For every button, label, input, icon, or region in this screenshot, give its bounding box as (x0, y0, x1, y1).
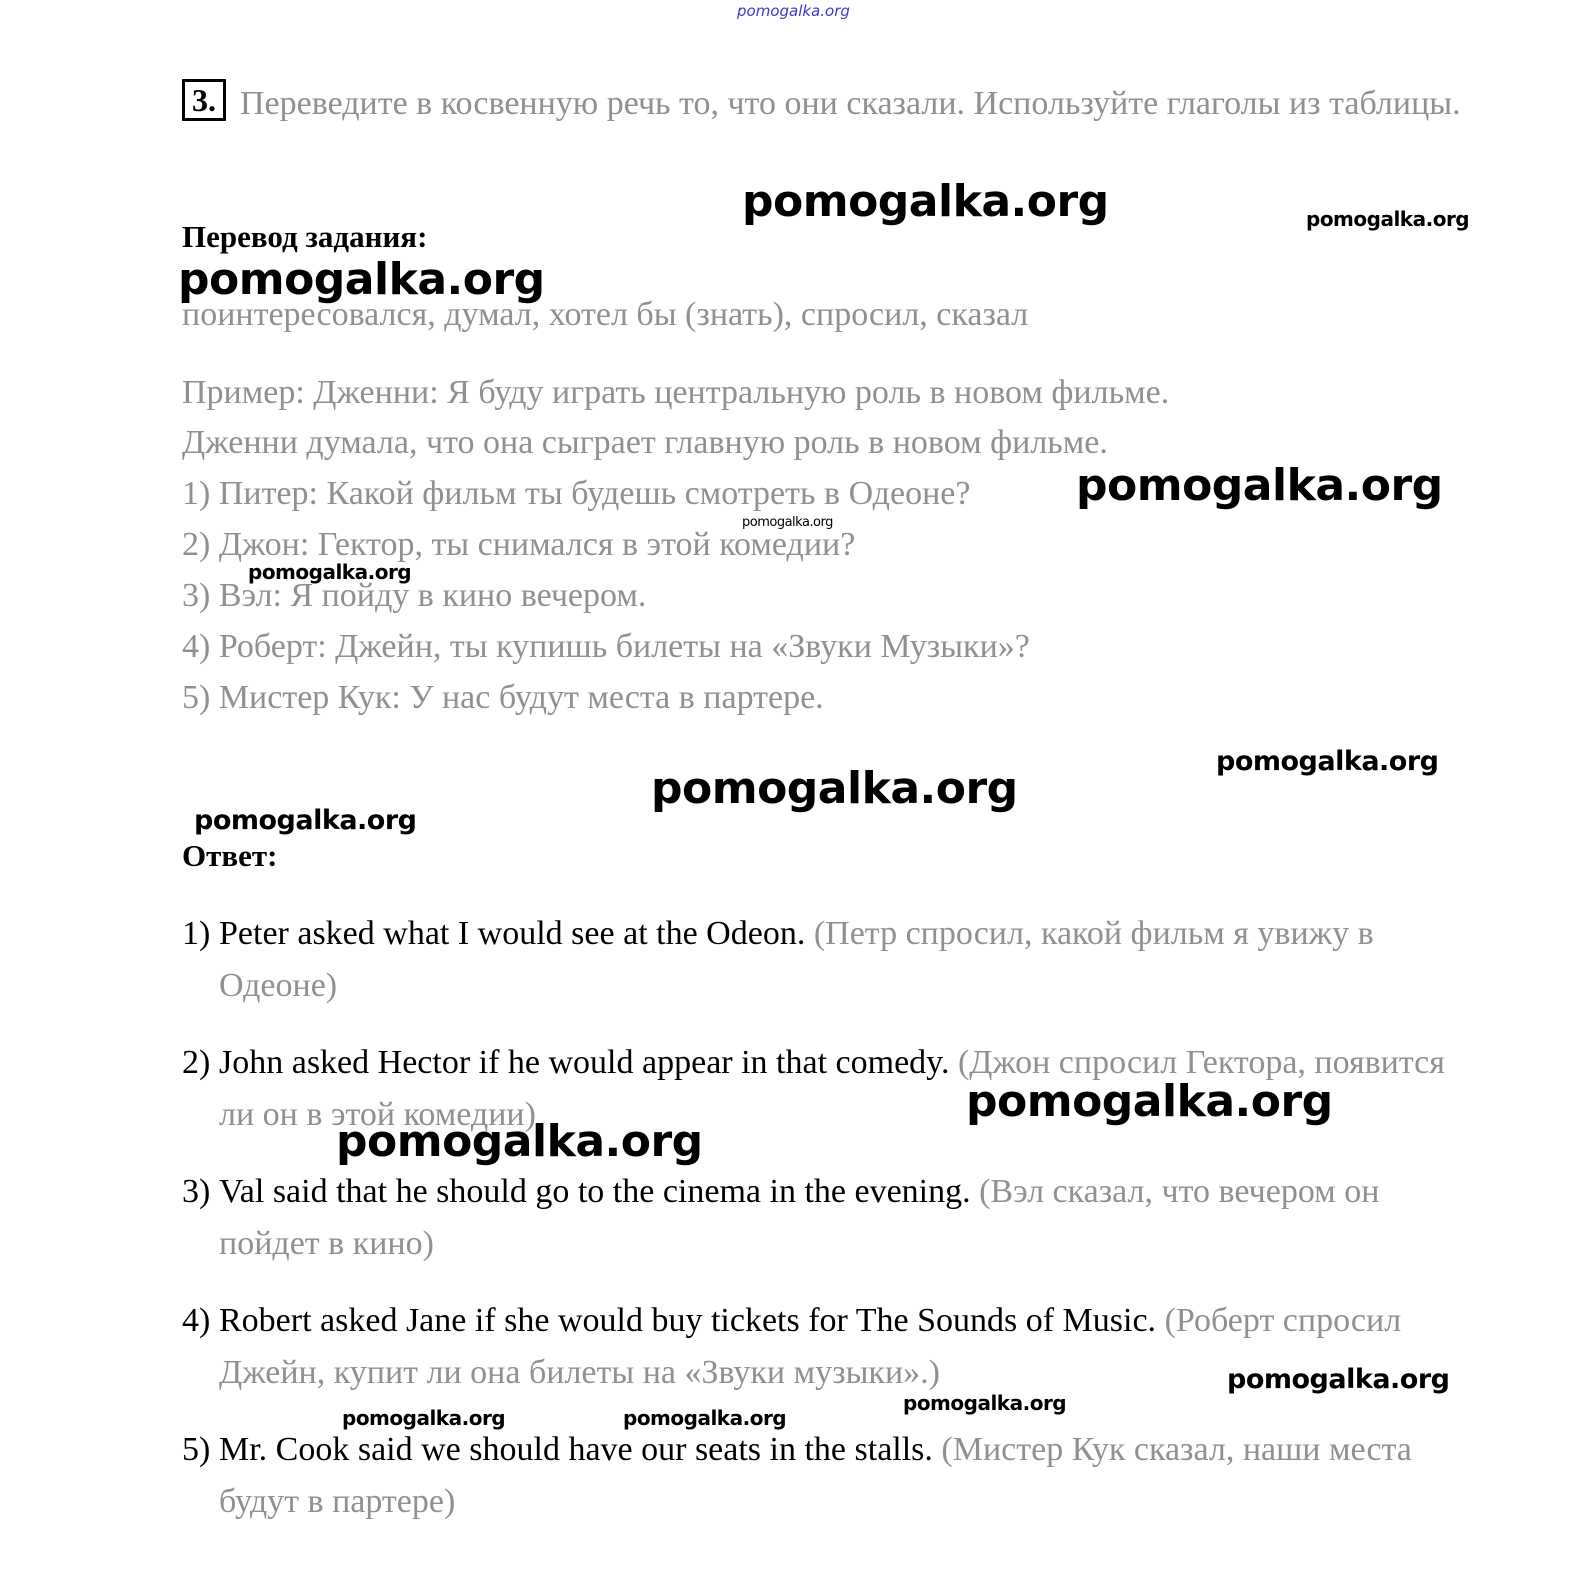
watermark: pomogalka.org (178, 254, 545, 305)
answer-item-3 (182, 1166, 1472, 1270)
answer-number: 3) (182, 1173, 211, 1210)
answer-english: John asked Hector if he would appear in that comedy. (219, 1044, 950, 1081)
translation-heading: Перевод задания: (182, 219, 428, 254)
watermark: pomogalka.org (248, 560, 412, 584)
task-item-1: 1) Питер: Какой фильм ты будешь смотреть в Одеоне? (182, 475, 971, 512)
answer-number: 2) (182, 1044, 211, 1081)
watermark: pomogalka.org (336, 1116, 703, 1167)
task-instruction-block (182, 78, 1462, 130)
example-line-1: Пример: Дженни: Я буду играть центральную роль в новом фильме. (182, 374, 1170, 411)
answer-russian: (Роберт спросил Джейн, купит ли она билеты на «Звуки музыки».) (219, 1302, 1402, 1391)
task-item-4: 4) Роберт: Джейн, ты купишь билеты на «Звуки Музыки»? (182, 628, 1030, 665)
answer-number: 4) (182, 1302, 211, 1339)
answer-number: 1) (182, 915, 211, 952)
answer-russian: (Джон спросил Гектора, появится ли он в этой комедии) (219, 1044, 1445, 1133)
answer-russian: (Вэл сказал, что вечером он пойдет в кино) (219, 1173, 1380, 1262)
watermark: pomogalka.org (1076, 460, 1443, 511)
answer-russian: (Мистер Кук сказал, наши места будут в партере) (219, 1431, 1412, 1520)
watermark: pomogalka.org (194, 805, 417, 836)
task-item-3: 3) Вэл: Я пойду в кино вечером. (182, 577, 647, 614)
watermark: pomogalka.org (966, 1076, 1333, 1127)
watermark: pomogalka.org (742, 515, 833, 530)
answer-english: Robert asked Jane if she would buy tickets for The Sounds of Music. (219, 1302, 1157, 1339)
watermark: pomogalka.org (1306, 207, 1470, 231)
answer-english: Peter asked what I would see at the Odeon. (219, 915, 806, 952)
answer-item-5 (182, 1424, 1472, 1528)
watermark: pomogalka.org (1216, 746, 1439, 777)
answer-heading: Ответ: (182, 838, 278, 873)
task-item-2: 2) Джон: Гектор, ты снимался в этой комедии? (182, 526, 856, 563)
watermark: pomogalka.org (651, 763, 1018, 814)
task-instruction: Переведите в косвенную речь то, что они сказали. Используйте глаголы из таблицы. (240, 85, 1461, 122)
answer-item-1 (182, 908, 1472, 1012)
answer-english: Mr. Cook said we should have our seats in the stalls. (219, 1431, 933, 1468)
watermark: pomogalka.org (342, 1406, 506, 1430)
verbs-line: поинтересовался, думал, хотел бы (знать), спросил, сказал (182, 296, 1029, 333)
watermark: pomogalka.org (742, 176, 1109, 227)
task-number: 3. (182, 79, 226, 121)
answer-english: Val said that he should go to the cinema in the evening. (219, 1173, 971, 1210)
example-line-2: Дженни думала, что она сыграет главную роль в новом фильме. (182, 424, 1108, 461)
watermark: pomogalka.org (903, 1391, 1067, 1415)
answer-russian: (Петр спросил, какой фильм я увижу в Одеоне) (219, 915, 1374, 1004)
task-item-5: 5) Мистер Кук: У нас будут места в партере. (182, 679, 824, 716)
watermark: pomogalka.org (1227, 1364, 1450, 1395)
watermark: pomogalka.org (623, 1406, 787, 1430)
answer-number: 5) (182, 1431, 211, 1468)
top-site-link[interactable]: pomogalka.org (737, 2, 850, 20)
